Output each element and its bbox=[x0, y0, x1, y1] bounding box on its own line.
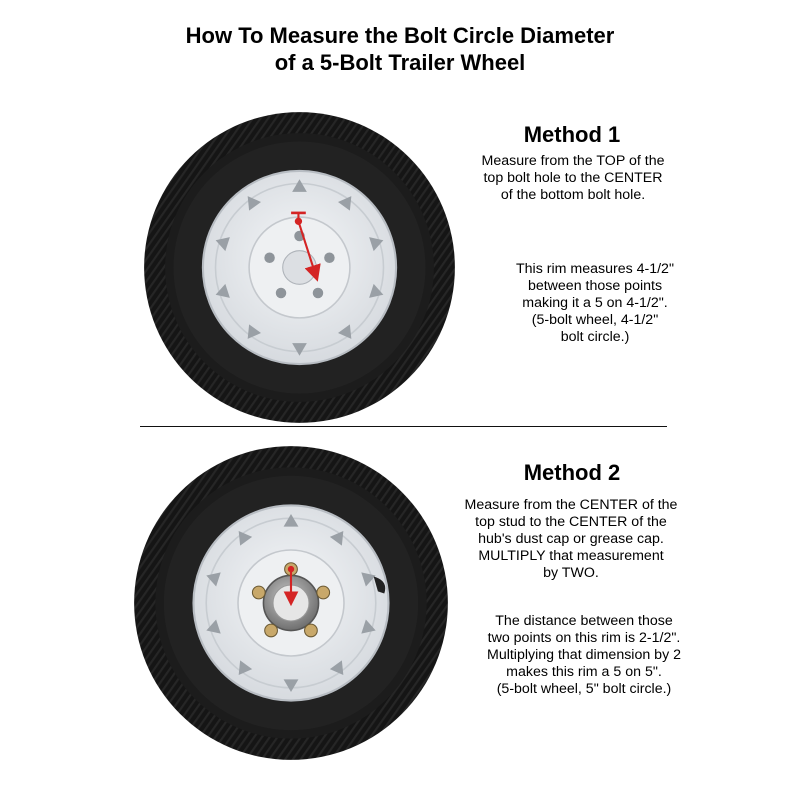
method-2-instruction-line: hub's dust cap or grease cap. bbox=[478, 531, 664, 547]
method-2-instruction-line: Measure from the CENTER of the bbox=[464, 497, 678, 513]
method-2-instruction-line: MULTIPLY that measurement bbox=[478, 548, 664, 564]
method-2-result-line: two points on this rim is 2-1/2". bbox=[487, 630, 681, 646]
method-1-heading: Method 1 bbox=[523, 122, 621, 147]
method-1-instruction-line: Measure from the TOP of the bbox=[481, 153, 665, 169]
method-2-instructions bbox=[440, 497, 702, 582]
title-line-1: How To Measure the Bolt Circle Diameter bbox=[185, 23, 615, 48]
center-bore-1 bbox=[283, 251, 317, 285]
wheel-method-1-image bbox=[142, 110, 457, 425]
method-2-instruction-line: top stud to the CENTER of the bbox=[475, 514, 667, 530]
method-2-instruction-line: by TWO. bbox=[543, 565, 599, 581]
section-divider bbox=[140, 426, 667, 427]
method-2-result-line: makes this rim a 5 on 5". bbox=[506, 664, 662, 680]
method-2-result-line: Multiplying that dimension by 2 bbox=[487, 647, 681, 663]
method-2-result-line: The distance between those bbox=[495, 613, 673, 629]
method-1-result-line: (5-bolt wheel, 4-1/2" bbox=[531, 312, 659, 328]
method-1-result-line: between those points bbox=[527, 278, 663, 294]
wheel-method-2-image bbox=[132, 444, 450, 762]
method-1-result-line: making it a 5 on 4-1/2". bbox=[522, 295, 668, 311]
method-2-result bbox=[456, 613, 712, 698]
title-line-2: of a 5-Bolt Trailer Wheel bbox=[274, 50, 526, 75]
method-2-result-line: (5-bolt wheel, 5" bolt circle.) bbox=[496, 681, 672, 697]
method-2-heading: Method 2 bbox=[523, 460, 621, 485]
method-1-result-line: bolt circle.) bbox=[560, 329, 630, 345]
method-1-instruction-line: of the bottom bolt hole. bbox=[500, 187, 646, 203]
method-1-result bbox=[470, 261, 720, 346]
method-1-instruction-line: top bolt hole to the CENTER bbox=[483, 170, 663, 186]
method-1-instructions bbox=[448, 153, 698, 204]
method-1-result-line: This rim measures 4-1/2" bbox=[516, 261, 674, 277]
page-title bbox=[0, 22, 800, 76]
